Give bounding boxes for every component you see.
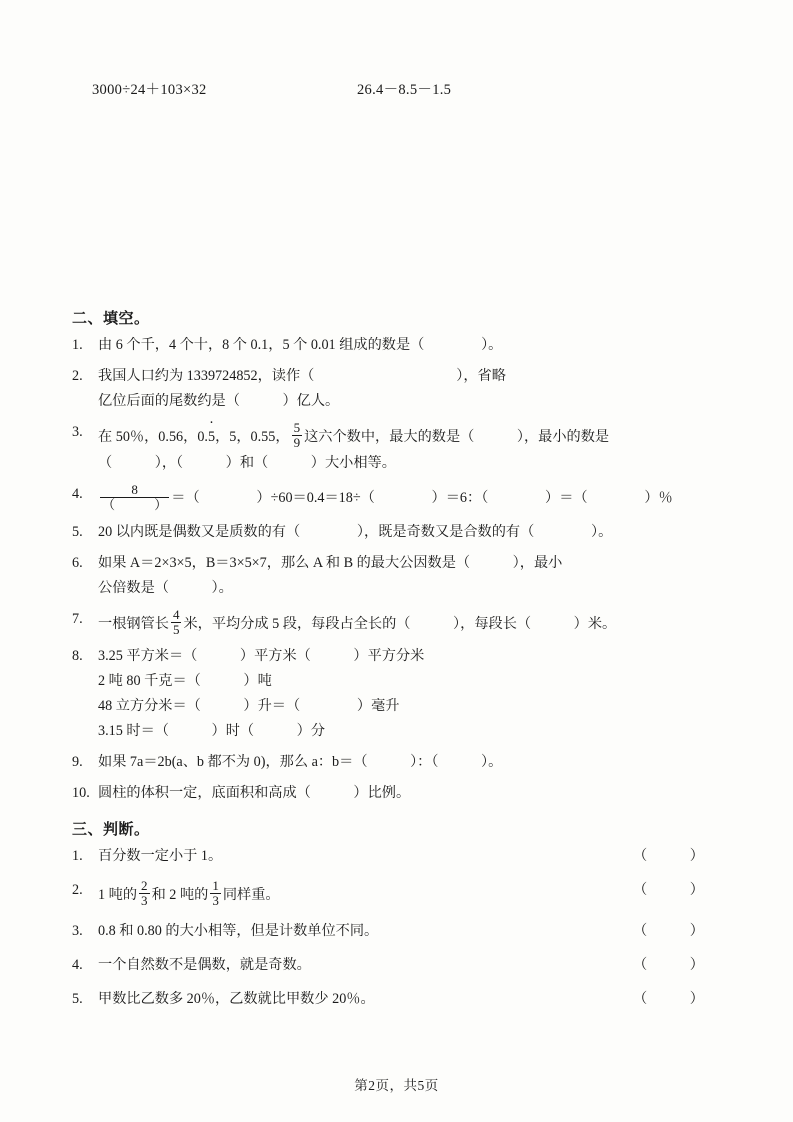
- question-number: 3.: [72, 922, 83, 939]
- question-text-line2: 2 吨 80 千克＝（ ）吨: [98, 673, 272, 690]
- judgement-3: [72, 920, 722, 942]
- question-number: 5.: [72, 523, 83, 540]
- question-number: 10.: [72, 785, 90, 802]
- judgement-2: [72, 879, 722, 907]
- question-text: 1 吨的 $\frac{2}{3}$ 和 2 吨的 $\frac{1}{3}$ 同样重。: [98, 878, 280, 908]
- fraction-5-9: $\frac{5}{9}$: [293, 420, 301, 450]
- section-heading-fill-in: 二、填空。: [72, 311, 150, 327]
- question-9: [72, 751, 722, 773]
- question-text: 由 6 个千，4 个十，8 个 0.1，5 个 0.01 组成的数是（ ）。: [98, 337, 503, 353]
- question-5: [72, 521, 722, 543]
- question-text: 如果 7a＝2b(a、b 都不为 0)，那么 a：b＝（ ）：（ ）。: [98, 754, 503, 771]
- question-text: 圆柱的体积一定，底面积和高成（ ）比例。: [98, 785, 411, 802]
- question-text: 20 以内既是偶数又是质数的有（ ），既是奇数又是合数的有（ ）。: [98, 523, 613, 540]
- answer-parenthesis[interactable]: （ ）: [633, 848, 704, 865]
- page-content: [72, 78, 722, 1022]
- question-text: 一个自然数不是偶数，就是奇数。: [98, 956, 311, 973]
- question-number: 7.: [72, 610, 83, 627]
- fraction-2-3: $\frac{2}{3}$: [141, 878, 148, 908]
- question-7: [72, 608, 722, 636]
- question-number: 2.: [72, 882, 83, 899]
- question-text-line3: 48 立方分米＝（ ）升＝（ ）毫升: [98, 698, 400, 715]
- question-number: 2.: [72, 368, 83, 384]
- answer-parenthesis[interactable]: （ ）: [633, 956, 704, 973]
- question-4: [72, 483, 722, 511]
- question-text: 我国人口约为 1339724852，读作（ ），省略: [98, 368, 506, 384]
- question-text: 甲数比乙数多 20％，乙数就比甲数少 20％。: [98, 990, 375, 1007]
- question-text: 如果 A＝2×3×5，B＝3×5×7，那么 A 和 B 的最大公因数是（ ），最小: [98, 554, 563, 571]
- question-3-line2: （ ），（ ）和（ ）大小相等。: [98, 455, 396, 472]
- judgement-4: [72, 954, 722, 976]
- question-number: 8.: [72, 648, 83, 665]
- question-text-line4: 3.15 时＝（ ）时（ ）分: [98, 723, 326, 740]
- question-1: [72, 334, 722, 356]
- question-number: 4.: [72, 486, 83, 503]
- answer-parenthesis[interactable]: （ ）: [633, 990, 704, 1007]
- question-number: 4.: [72, 956, 83, 973]
- question-6: [72, 552, 722, 599]
- fraction-1-3: $\frac{1}{3}$: [212, 878, 219, 908]
- question-3-mid: ，5，0.55，: [215, 428, 290, 445]
- calculation-expression-1: 3000÷24＋103×32: [92, 82, 207, 98]
- page-footer: 第2页，共5页: [354, 1078, 439, 1093]
- question-number: 3.: [72, 424, 83, 440]
- question-text-line2: 亿位后面的尾数约是（ ）亿人。: [98, 393, 340, 409]
- calculation-row: [92, 78, 722, 99]
- question-3: [72, 421, 722, 474]
- question-10: [72, 782, 722, 804]
- answer-parenthesis[interactable]: （ ）: [633, 882, 704, 899]
- question-3-suffix: 这六个数中，最大的数是（ ），最小的数是: [304, 428, 610, 445]
- question-text: 0.8 和 0.80 的大小相等，但是计数单位不同。: [98, 922, 379, 939]
- question-number: 1.: [72, 848, 83, 865]
- question-number: 9.: [72, 754, 83, 771]
- section-heading-judgement: 三、判断。: [72, 822, 150, 839]
- judgement-5: [72, 988, 722, 1010]
- question-text: 3.25 平方米＝（ ）平方米（ ）平方分米: [98, 648, 425, 665]
- judgement-1: [72, 845, 722, 867]
- fill-in-question-list: [72, 334, 722, 804]
- question-4-rest: ＝（ ）÷60＝0.4＝18÷（ ）＝6：（ ）＝（ ）％: [171, 490, 673, 507]
- question-8: [72, 645, 722, 742]
- question-7-suffix: 米，平均分成 5 段，每段占全长的（ ），每段长（ ）米。: [183, 615, 617, 632]
- answer-parenthesis[interactable]: （ ）: [633, 922, 704, 939]
- question-2: [72, 365, 722, 412]
- calculation-expression-2: 26.4－8.5－1.5: [357, 82, 452, 98]
- question-3-prefix: 在 50％，0.56，0.: [98, 428, 208, 445]
- fraction-4-5: $\frac{4}{5}$: [172, 606, 180, 637]
- judgement-question-list: [72, 845, 722, 1009]
- question-number: 1.: [72, 337, 83, 353]
- fraction-8-over-blank: $\frac{8}{( )}$: [102, 482, 168, 513]
- question-7-prefix: 一根钢管长: [98, 615, 169, 632]
- repeating-decimal-digit: 5 ·: [208, 426, 215, 448]
- question-text: 百分数一定小于 1。: [98, 848, 223, 865]
- question-number: 6.: [72, 554, 83, 571]
- question-text-line2: 公倍数是（ ）。: [98, 579, 233, 596]
- question-number: 5.: [72, 990, 83, 1007]
